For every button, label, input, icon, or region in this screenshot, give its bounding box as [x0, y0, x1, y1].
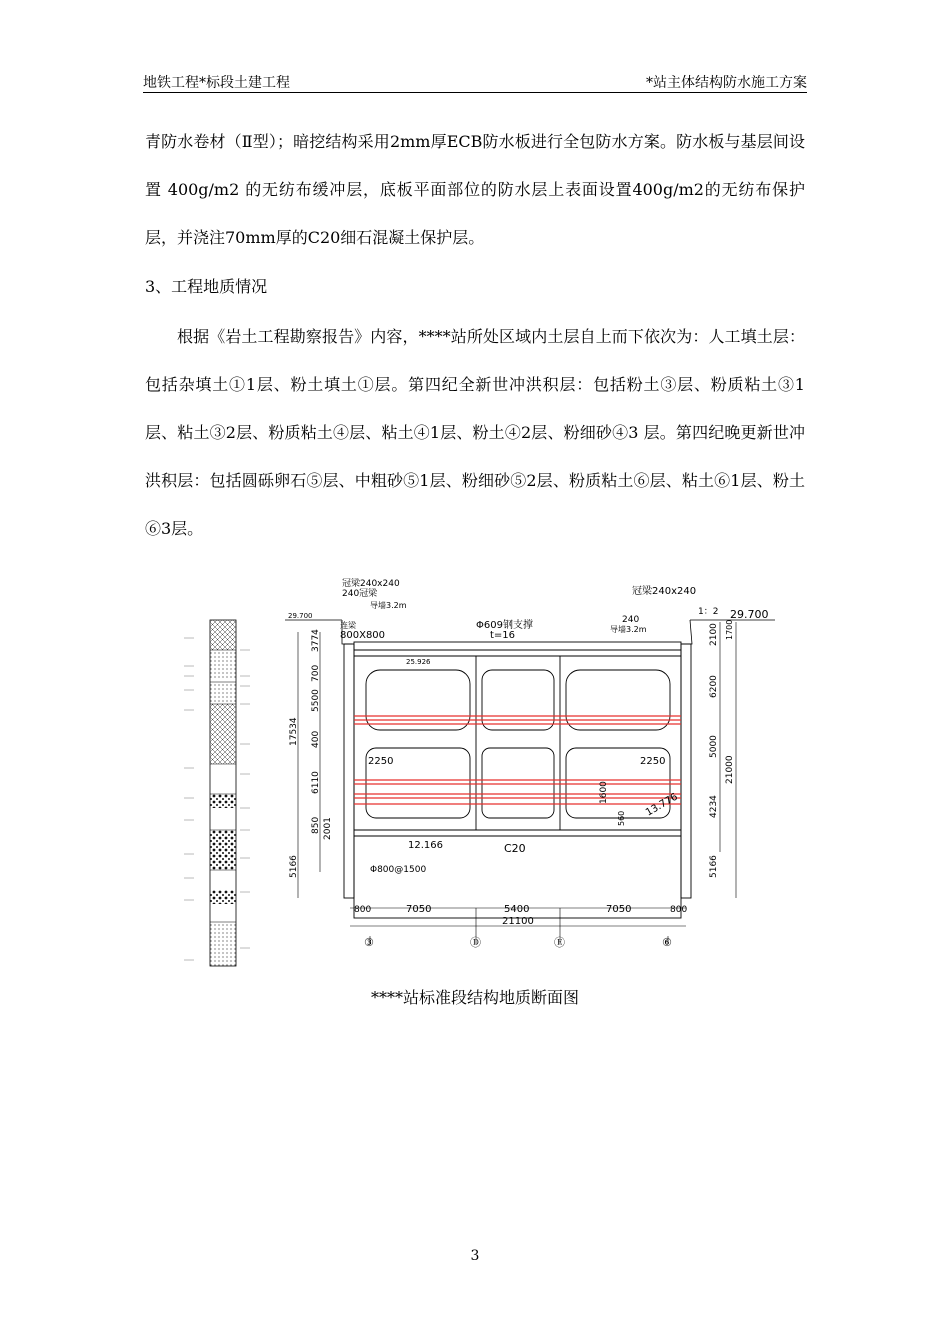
right-dim-4: 5166 [709, 855, 719, 878]
label-right-240: 240 [622, 615, 640, 625]
axis-e: Ⓔ [554, 936, 565, 949]
retaining-piles [344, 644, 691, 898]
paragraph-geology: 根据《岩土工程勘察报告》内容，****站所处区域内土层自上而下依次为：人工填土层：包括杂填土①1层、粉土填土①层。第四纪全新世冲洪积层：包括粉土③层、粉质粘土③1层、粘土③2层、粉质粘土④层、粘土④1层、粉土④2层、粉细砂④3 层。第四纪晚更新世冲洪积层：包括圆砾卵石⑤层、中粗砂⑤1层、粉细砂⑤2层、粉质粘土⑥层、粘土⑥1层、粉土⑥3层。 [145, 327, 805, 538]
left-dim-3: 400 [311, 730, 321, 748]
axis-6: ⑥ [662, 936, 672, 949]
page-header [143, 70, 807, 93]
label-pile: Φ800@1500 [370, 865, 427, 875]
page-number: 3 [470, 1248, 480, 1264]
left-dim-2: 5500 [311, 689, 321, 712]
label-top-left-beam: 冠梁240x240 [342, 579, 400, 589]
label-2250-right: 2250 [640, 756, 666, 767]
left-dim-5: 850 [311, 816, 321, 834]
bottom-dim-1: 7050 [406, 904, 432, 915]
bottom-dim-2: 5400 [504, 904, 530, 915]
label-top-right-beam: 冠梁240x240 [632, 586, 697, 597]
left-dim-6: 5166 [289, 855, 299, 878]
label-1600: 1600 [599, 781, 609, 804]
label-c20: C20 [504, 842, 526, 855]
left-dim-0: 3774 [311, 629, 321, 652]
cross-section-drawing [170, 572, 795, 972]
left-dim-1: 700 [311, 664, 321, 682]
left-total: 17534 [289, 717, 299, 746]
label-top-left-note: 导墙3.2m [370, 601, 407, 610]
label-13776: 13.776 [644, 791, 680, 819]
left-2001: 2001 [323, 817, 333, 840]
label-2250-left: 2250 [368, 756, 394, 767]
label-lian-liang: 连梁 [340, 621, 356, 630]
bottom-dim-0: 800 [354, 905, 372, 915]
cross-section-figure [170, 572, 795, 972]
steel-struts [354, 716, 681, 804]
right-total: 21000 [725, 755, 735, 784]
label-slope: 1：2 [698, 607, 719, 617]
label-12166: 12.166 [408, 840, 443, 851]
label-560: 560 [617, 810, 626, 826]
section-heading: 3、工程地质情况 [145, 277, 268, 296]
right-dim-0: 2100 [709, 623, 719, 646]
axis-d: Ⓓ [470, 936, 481, 949]
axis-3: ③ [364, 936, 374, 949]
bottom-dim-3: 7050 [606, 904, 632, 915]
label-pile-cap: 800X800 [340, 630, 386, 641]
label-elev-right: 29.700 [730, 608, 769, 621]
label-t16: t=16 [490, 630, 516, 641]
bottom-total: 21100 [502, 916, 534, 927]
right-dim-3: 4234 [709, 795, 719, 818]
label-elev-left: 29.700 [288, 612, 313, 620]
borehole-column [184, 620, 250, 966]
right-1700: 1700 [725, 619, 734, 640]
paragraph-waterproof: 青防水卷材（Ⅱ型）；暗挖结构采用2mm厚ECB防水板进行全包防水方案。防水板与基层间设置 400g/m2 的无纺布缓冲层，底板平面部位的防水层上表面设置400g/m2的无纺布保护层，并浇注70mm厚的C20细石混凝土保护层。 [145, 132, 805, 247]
right-dim-1: 6200 [709, 675, 719, 698]
right-dim-2: 5000 [709, 735, 719, 758]
label-top-right-note: 导墙3.2m [610, 625, 647, 634]
left-dim-4: 6110 [311, 771, 321, 794]
label-steel-pipe: Φ609钢支撑 [476, 620, 533, 631]
label-elev-inner: 25.926 [406, 658, 431, 666]
figure-caption: ****站标准段结构地质断面图 [370, 988, 579, 1007]
header-right: *站主体结构防水施工方案 [646, 75, 807, 91]
header-left: 地铁工程*标段土建工程 [143, 75, 290, 91]
label-top-left-beam-sub: 240冠梁 [342, 589, 378, 599]
bottom-dim-4: 800 [670, 905, 688, 915]
